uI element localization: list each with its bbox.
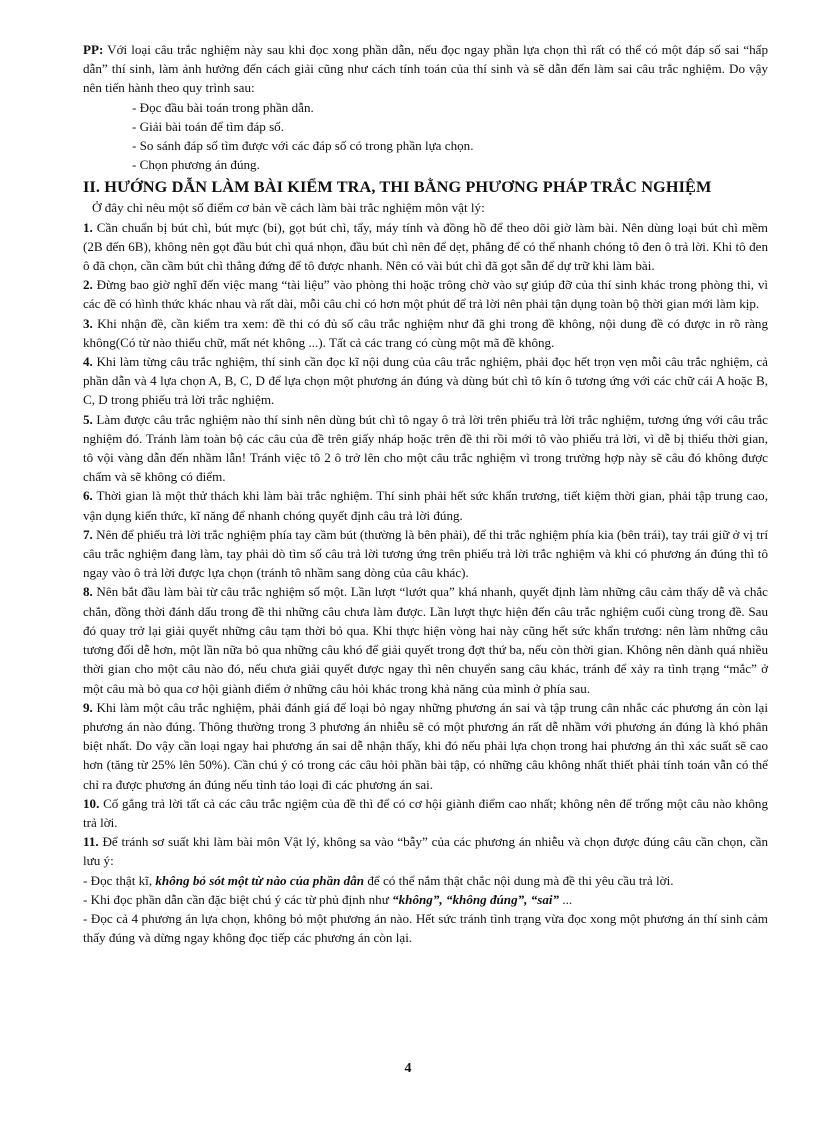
item-number: 10. [83, 795, 100, 811]
bullet-text: - Khi đọc phần dẫn cần đặc biệt chú ý các từ phủ định như [83, 891, 393, 907]
numbered-item [83, 794, 768, 832]
numbered-item [83, 314, 768, 352]
page-number: 4 [404, 1061, 412, 1076]
item-number: 11. [83, 834, 99, 850]
emphasis-text: không bỏ sót một từ nào của phần dẫn [155, 872, 365, 888]
emphasis-text: “sai” [530, 891, 560, 907]
item-text: Khi làm một câu trắc nghiệm, phải đánh giá để loại bỏ ngay những phương án sai và tập trung cân nhắc các phương án còn lại phương án nào đúng. Thông thường trong 3 phương án nhiễu sẽ có một phương án rất dễ nhầm với phương án đúng là khó phân biệt nhất. Do vậy cần loại ngay hai phương án sai dễ nhận thấy, khi đó nếu phải lựa chọn trong hai phương án thì xác suất sẽ cao hơn (tăng từ 25% lên 50%). Cần chú ý có trong các câu hỏi phần bài tập, có những câu không nhất thiết phải tính toán vẫn có thể chỉ ra được phương án đúng nếu tỉnh táo loại đi các phương án sai. [83, 699, 768, 792]
bullet-item [83, 890, 768, 909]
numbered-item [83, 410, 768, 487]
step-item: - Đọc đầu bài toán trong phần dẫn. [132, 99, 314, 115]
emphasis-separator: , [439, 891, 446, 907]
item-number: 3. [83, 315, 93, 331]
section-heading: II. HƯỚNG DẪN LÀM BÀI KIỂM TRA, THI BẰNG PHƯƠNG PHÁP TRẮC NGHIỆM [83, 177, 712, 197]
item-number: 2. [83, 277, 93, 293]
emphasis-text: “không” [392, 891, 440, 907]
section-lead: Ở đây chỉ nêu một số điểm cơ bản về cách làm bài trắc nghiệm môn vật lý: [92, 200, 485, 216]
bullet-text: ... [559, 891, 573, 907]
pp-text: Với loại câu trắc nghiệm này sau khi đọc xong phần dẫn, nếu đọc ngay phần lựa chọn thì rất có thể có một đáp số sai “hấp dẫn” thí sinh, làm ảnh hưởng đến cách giải cũng như cách tính toán của thí sinh và sẽ dẫn đến làm sai câu trắc nghiệm. Do vậy nên tiến hành theo quy trình sau: [83, 42, 768, 96]
item-text: Cố gắng trả lời tất cả các câu trắc ngiệm của đề thì để có cơ hội giành điểm cao nhất; không nên để trống một câu nào không trả lời. [83, 795, 768, 830]
item-number: 7. [83, 526, 93, 542]
bullet-item [83, 871, 768, 890]
item-text: Làm được câu trắc nghiệm nào thí sinh nên dùng bút chì tô ngay ô trả lời trên phiếu trả lời trắc nghiệm, tương ứng với câu trắc nghiệm đó. Tránh làm toàn bộ các câu của đề trên giấy nháp hoặc trên đề thi rồi mới tô vào phiếu trả lời, vì dễ bị thiếu thời gian, tô vội vàng dẫn đến nhầm lẫn! Tránh việc tô 2 ô trở lên cho một câu trắc nghiệm vì trong trường hợp này sẽ câu đó không được chấm và sẽ không có điểm. [83, 411, 768, 485]
item-number: 6. [83, 488, 93, 504]
step-item: - Giải bài toán để tìm đáp số. [132, 118, 284, 134]
step-item: - So sánh đáp số tìm được với các đáp số có trong phần lựa chọn. [132, 138, 474, 154]
item-text: Để tránh sơ suất khi làm bài môn Vật lý, không sa vào “bẫy” của các phương án nhiễu và chọn được đúng câu cần chọn, cần lưu ý: [83, 834, 768, 869]
numbered-item [83, 525, 768, 583]
item-number: 4. [83, 354, 93, 370]
pp-label: PP: [83, 42, 104, 57]
emphasis-separator: , [524, 891, 531, 907]
item-text: Nên bắt đầu làm bài từ câu trắc nghiệm số một. Lần lượt “lướt qua” khá nhanh, quyết định làm những câu cảm thấy dễ và chắc chắn, đồng thời đánh dấu trong đề thi những câu chưa làm được. Lần lượt thực hiện đến câu trắc nghiệm cuối cùng trong đề. Sau đó quay trở lại giải quyết những câu tạm thời bỏ qua. Khi thực hiện vòng hai này cũng hết sức khẩn trương: nên làm những câu tương đối dễ hơn, một lần nữa bỏ qua những câu khó để giải quyết trong đợt thứ ba, nếu còn thời gian. Không nên dành quá nhiều thời gian cho một câu nào đó, nếu chưa giải quyết được ngay thì nên chuyển sang câu khác, tránh để xảy ra tình trạng “mắc” ở một câu mà bỏ qua cơ hội giành điểm ở những câu hỏi khác trong khả năng của mình ở phía sau. [83, 584, 768, 696]
emphasis-text: “không đúng” [445, 891, 525, 907]
item-number: 1. [83, 219, 93, 235]
item-text: Nên để phiếu trả lời trắc nghiệm phía tay cầm bút (thường là bên phải), để thi trắc nghiệm phía kia (bên trái), tay trái giữ ở vị trí câu trắc nghiệm đang làm, tay phải dò tìm số câu trả lời tương ứng trên phiếu trả lời trắc nghiệm và khi có phương án đúng thì tô ngay vào ô trả lời được lựa chọn (tránh tô nhầm sang dòng của câu khác). [83, 526, 768, 581]
pp-paragraph [83, 40, 768, 98]
numbered-item [83, 582, 768, 697]
numbered-item [83, 218, 768, 276]
numbered-item [83, 275, 768, 313]
step-item: - Chọn phương án đúng. [132, 157, 260, 173]
numbered-item [83, 698, 768, 794]
numbered-item [83, 486, 768, 524]
item-text: Đừng bao giờ nghĩ đến việc mang “tài liệu” vào phòng thi hoặc trông chờ vào sự giúp đỡ của thí sinh khác trong phòng thi, vì các đề có hình thức khác nhau và rất dài, mỗi câu chỉ có hơn một phút để trả lời nên phải tận dụng toàn bộ thời gian mới làm kịp. [83, 277, 768, 312]
bullet-text: - Đọc thật kĩ, [83, 872, 156, 888]
bullet-text: để có thể nắm thật chắc nội dung mà đề thi yêu cầu trả lời. [364, 872, 674, 888]
item-text: Khi làm từng câu trắc nghiệm, thí sinh cần đọc kĩ nội dung của câu trắc nghiệm, phải đọc hết trọn vẹn mỗi câu trắc nghiệm, cả phần dẫn và 4 lựa chọn A, B, C, D để lựa chọn một phương án đúng và dùng bút chì tô kín ô tương ứng với các chữ cái A hoặc B, C, D trong phiếu trả lời trắc nghiệm. [83, 354, 768, 408]
item-text: Khi nhận đề, cần kiểm tra xem: đề thi có đủ số câu trắc nghiệm như đã ghi trong đề không, nội dung đề có được in rõ ràng không(Có từ nào thiếu chữ, mất nét không ...). Tất cả các trang có cùng một mã đề không. [83, 315, 768, 350]
numbered-item [83, 352, 768, 410]
item-text: Cần chuẩn bị bút chì, bút mực (bi), gọt bút chì, tẩy, máy tính và đồng hồ để theo dõi giờ làm bài. Nên dùng loại bút chì mềm (2B đến 6B), không nên gọt đầu bút chì quá nhọn, đầu bút chì nên để dẹt, phẳng để có thể nhanh chóng tô đen ô trả lời. Khi tô đen ô đã chọn, cần cầm bút chì thẳng đứng để tô được nhanh. Nên có vài bút chì đã gọt sẵn để dự trữ khi làm bài. [83, 219, 768, 274]
item-text: Thời gian là một thử thách khi làm bài trắc nghiệm. Thí sinh phải hết sức khẩn trương, tiết kiệm thời gian, phải tập trung cao, vận dụng kiến thức, kĩ năng để nhanh chóng quyết định câu trả lời đúng. [83, 488, 768, 523]
item-number: 9. [83, 699, 93, 715]
bullet-item: - Đọc cả 4 phương án lựa chọn, không bỏ một phương án nào. Hết sức tránh tình trạng vừa đọc xong một phương án thí sinh cảm thấy đúng và dừng ngay không đọc tiếp các phương án còn lại. [83, 910, 768, 946]
item-number: 5. [83, 411, 93, 427]
item-number: 8. [83, 584, 93, 600]
numbered-item [83, 832, 768, 870]
